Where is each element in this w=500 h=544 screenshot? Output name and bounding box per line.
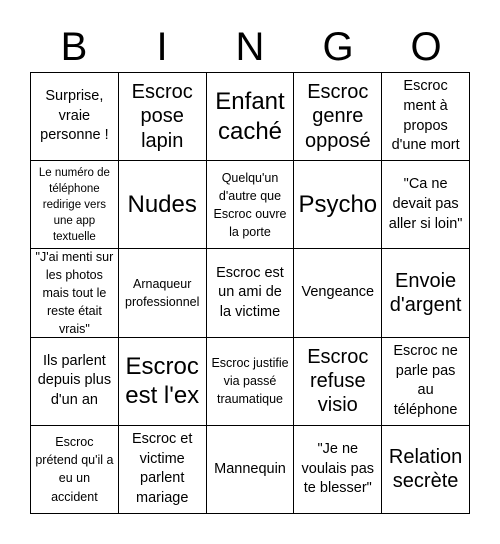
bingo-cell-r5-c5[interactable]: [382, 426, 470, 514]
header-letter-i: I: [156, 25, 168, 69]
cell-text: Nudes: [127, 191, 197, 219]
cell-text: Escroc est un ami de la victime: [216, 264, 284, 320]
bingo-cell-r5-c1[interactable]: [31, 426, 119, 514]
cell-text: Escroc prétend qu'il a eu un accident: [35, 435, 114, 504]
bingo-grid: [30, 72, 470, 514]
cell-text: "J'ai menti sur les photos mais tout le reste était vrais": [35, 249, 114, 337]
bingo-cell-r1-c1[interactable]: [31, 73, 119, 161]
cell-text: Vengeance: [301, 284, 375, 301]
cell-text: "Je ne voulais pas te blesser": [301, 441, 375, 497]
bingo-cell-r5-c4[interactable]: [294, 426, 382, 514]
cell-text: Escroc et victime parlent mariage: [131, 431, 193, 506]
cell-text: Escroc ment à propos d'une mort: [391, 78, 460, 154]
cell-text: Escroc pose lapin: [131, 81, 193, 152]
bingo-cell-r4-c5[interactable]: [382, 338, 470, 426]
cell-text: Escroc ne parle pas au téléphone: [393, 343, 458, 418]
bingo-cell-r4-c2[interactable]: [119, 338, 207, 426]
bingo-cell-r1-c5[interactable]: [382, 73, 470, 161]
bingo-cell-r3-c2[interactable]: [119, 249, 207, 337]
cell-text: "Ca ne devait pas aller si loin": [388, 176, 463, 232]
cell-text: Enfant caché: [215, 88, 285, 145]
cell-text: Le numéro de téléphone redirige vers une app textuelle: [38, 166, 110, 243]
bingo-cell-r3-c5[interactable]: [382, 249, 470, 337]
cell-text: Escroc genre opposé: [304, 81, 371, 152]
cell-text: Quelqu'un d'autre que Escroc ouvre la porte: [213, 170, 287, 239]
bingo-cell-r2-c2[interactable]: [119, 161, 207, 249]
bingo-cell-r3-c1[interactable]: [31, 249, 119, 337]
bingo-cell-r2-c1[interactable]: [31, 161, 119, 249]
bingo-cell-r1-c4[interactable]: [294, 73, 382, 161]
cell-text: Escroc est l'ex: [125, 352, 200, 410]
bingo-cell-r3-c3[interactable]: [207, 249, 295, 337]
cell-text: Mannequin: [214, 460, 286, 477]
header-letter-b: B: [60, 25, 88, 69]
cell-text: Ils parlent depuis plus d'un an: [37, 352, 112, 408]
header-letter-g: G: [322, 25, 354, 69]
bingo-cell-r5-c3[interactable]: [207, 426, 295, 514]
bingo-cell-r4-c4[interactable]: [294, 338, 382, 426]
bingo-cell-r5-c2[interactable]: [119, 426, 207, 514]
bingo-cell-r2-c4[interactable]: [294, 161, 382, 249]
cell-text: Escroc refuse visio: [307, 345, 369, 417]
header-letter-n: N: [235, 25, 265, 69]
bingo-cell-r4-c3[interactable]: [207, 338, 295, 426]
cell-text: Arnaqueur professionnel: [125, 276, 200, 309]
bingo-header: [30, 22, 470, 72]
header-letter-o: O: [410, 25, 442, 69]
bingo-cell-r4-c1[interactable]: [31, 338, 119, 426]
bingo-cell-r2-c5[interactable]: [382, 161, 470, 249]
cell-text: Envoie d'argent: [389, 269, 462, 316]
bingo-cell-r1-c3[interactable]: [207, 73, 295, 161]
bingo-cell-r2-c3[interactable]: [207, 161, 295, 249]
cell-text: Psycho: [298, 191, 378, 219]
cell-text: Escroc justifie via passé traumatique: [211, 356, 289, 407]
bingo-cell-r3-c4[interactable]: [294, 249, 382, 337]
cell-text: Relation secrète: [388, 446, 463, 493]
cell-text: Surprise, vraie personne !: [40, 88, 109, 144]
bingo-cell-r1-c2[interactable]: [119, 73, 207, 161]
